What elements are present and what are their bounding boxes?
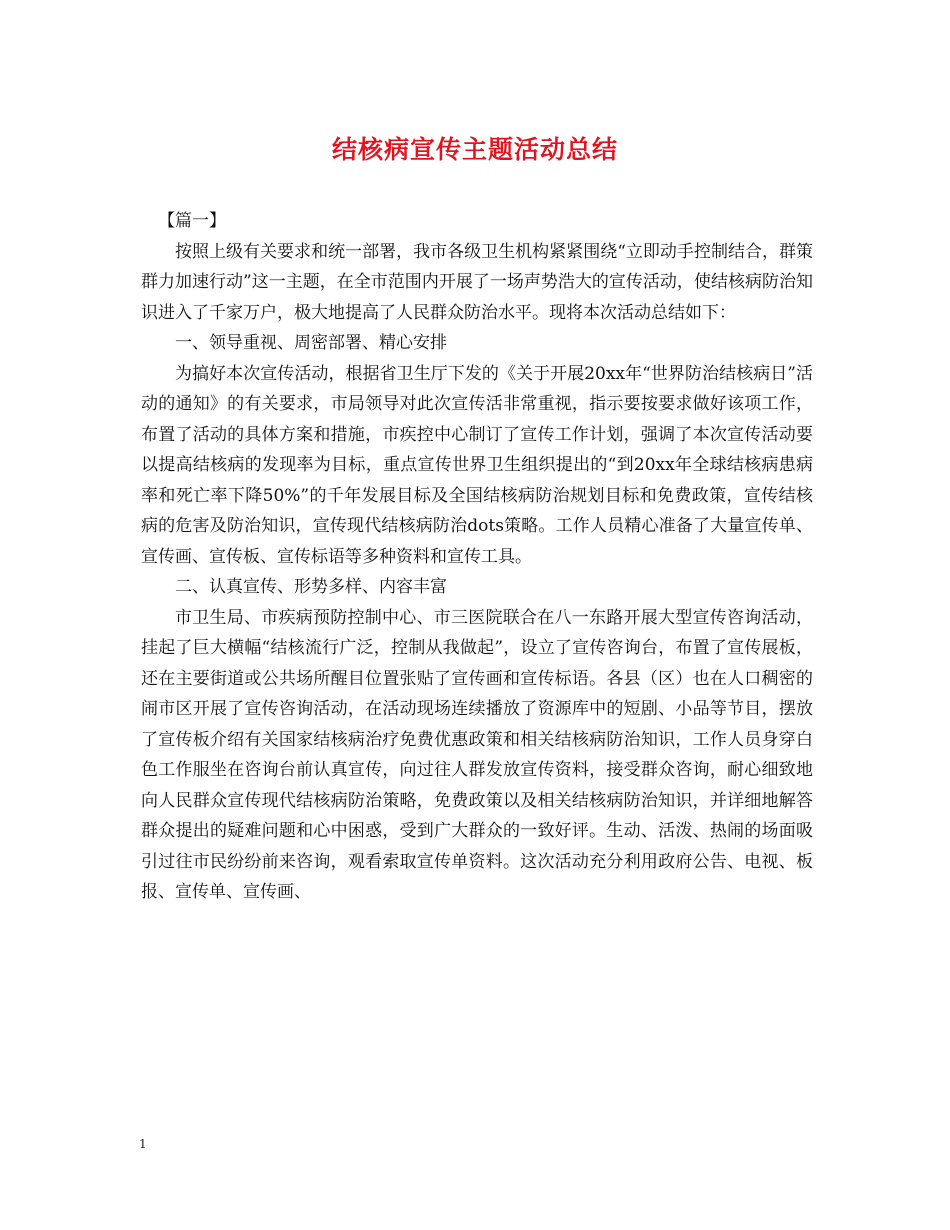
section-heading-1: 一、领导重视、周密部署、精心安排: [175, 333, 447, 353]
intro-paragraph: 按照上级有关要求和统一部署，我市各级卫生机构紧紧围绕“立即动手控制结合，群策群力加速行动”这一主题，在全市范围内开展了一场声势浩大的宣传活动，使结核病防治知识进入了千家万户，极大地提高了人民群众防治水平。现将本次活动总结如下：: [141, 241, 813, 323]
section-heading-2: 二、认真宣传、形势多样、内容丰富: [175, 577, 447, 597]
document-body: [141, 206, 813, 908]
section-1-paragraph: 为搞好本次宣传活动，根据省卫生厅下发的《关于开展20xx年“世界防治结核病日”活动的通知》的有关要求，市局领导对此次宣传活非常重视，指示要按要求做好该项工作，布置了活动的具体方案和措施，市疾控中心制订了宣传工作计划，强调了本次宣传活动要以提高结核病的发现率为目标，重点宣传世界卫生组织提出的“到20xx年全球结核病患病率和死亡率下降50%”的千年发展目标及全国结核病防治规划目标和免费政策，宣传结核病的危害及防治知识，宣传现代结核病防治dots策略。工作人员精心准备了大量宣传单、宣传画、宣传板、宣传标语等多种资料和宣传工具。: [141, 363, 813, 567]
section-tag: 【篇一】: [158, 211, 226, 231]
section-2-paragraph: 市卫生局、市疾病预防控制中心、市三医院联合在八一东路开展大型宣传咨询活动，挂起了巨大横幅“结核流行广泛，控制从我做起”，设立了宣传咨询台，布置了宣传展板，还在主要街道或公共场所醒目位置张贴了宣传画和宣传标语。各县（区）也在人口稠密的闹市区开展了宣传咨询活动，在活动现场连续播放了资源库中的短剧、小品等节目，摆放了宣传板介绍有关国家结核病治疗免费优惠政策和相关结核病防治知识，工作人员身穿白色工作服坐在咨询台前认真宣传，向过往人群发放宣传资料，接受群众咨询，耐心细致地向人民群众宣传现代结核病防治策略，免费政策以及相关结核病防治知识，并详细地解答群众提出的疑难问题和心中困惑，受到广大群众的一致好评。生动、活泼、热闹的场面吸引过往市民纷纷前来咨询，观看索取宣传单资料。这次活动充分利用政府公告、电视、板报、宣传单、宣传画、: [141, 607, 813, 902]
page-number: 1: [139, 1137, 147, 1151]
document-title: 结核病宣传主题活动总结: [331, 135, 618, 164]
